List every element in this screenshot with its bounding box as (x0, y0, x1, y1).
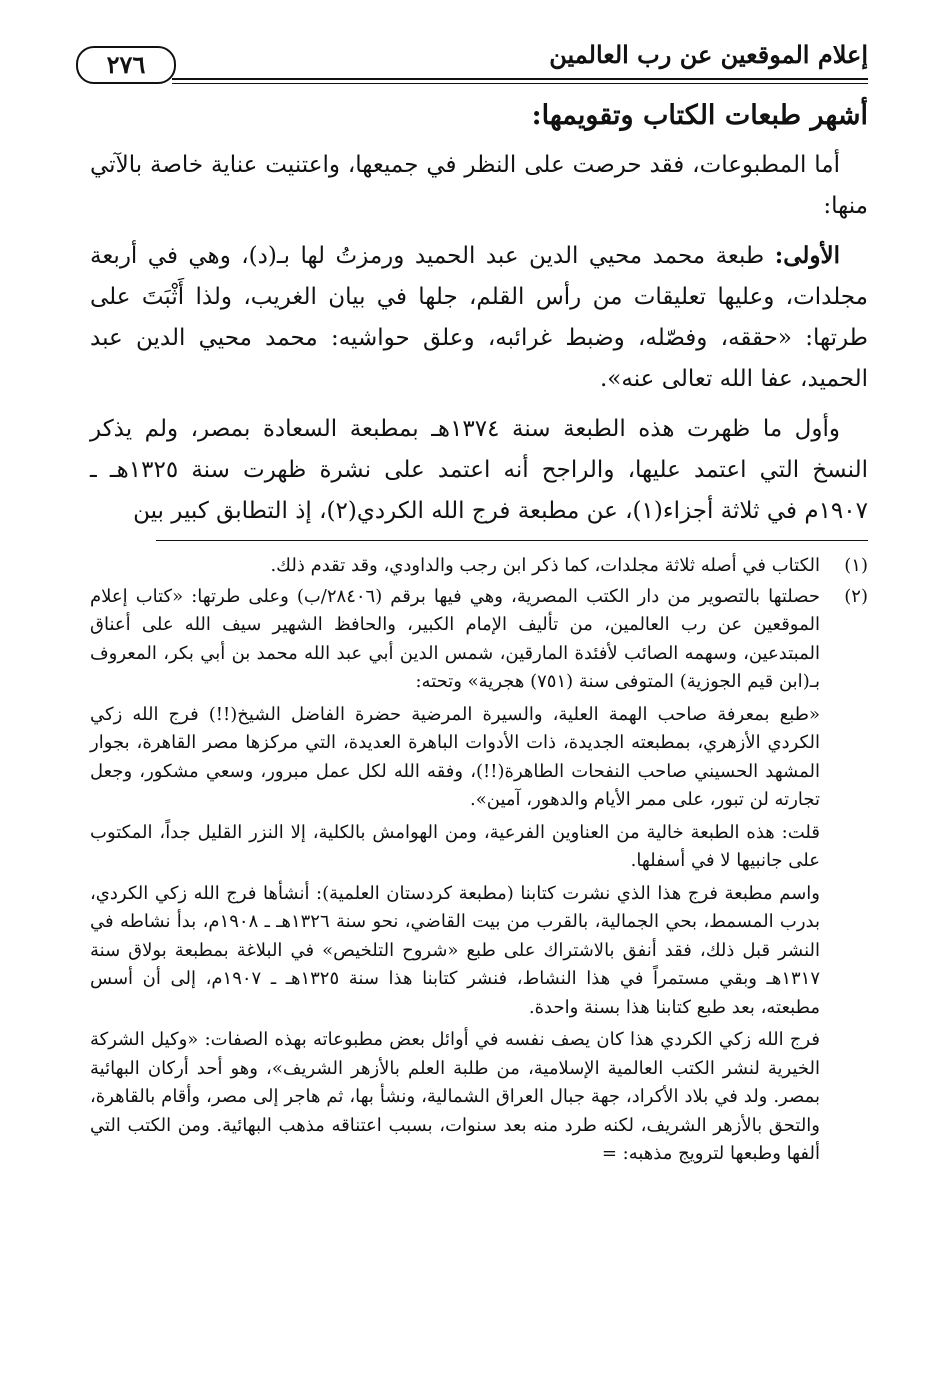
paragraph: الأولى: طبعة محمد محيي الدين عبد الحميد ورمزتُ لها بـ(د)، وهي في أربعة مجلدات، وعليها تعليقات من رأس القلم، جلها في بيان الغريب، ولذا أَثْبَتَ على طرتها: «حققه، وفصّله، وضبط غرائبه، وعلق حواشيه: محمد محيي الدين عبد الحميد، عفا الله تعالى عنه». (90, 242, 868, 392)
running-title: إعلام الموقعين عن رب العالمين (549, 40, 868, 69)
footnote-body (90, 583, 820, 1173)
footnote-number: (١) (844, 555, 868, 576)
footnote-paragraph: واسم مطبعة فرج هذا الذي نشرت كتابنا (مطبعة كردستان العلمية): أنشأها فرج الله زكي الكردي، بدرب المسمط، بحي الجمالية، بالقرب من بيت القاضي، نحو سنة ١٣٢٦هـ ـ ١٩٠٨م، بدأ نشاطه في النشر قبل ذلك، فقد أنفق بالاشتراك على طبع «شروح التلخيص» في البلاغة بمطبعة بولاق سنة ١٣١٧هـ وبقي مستمراً في هذا النشاط، فنشر كتابنا هذا سنة ١٣٢٥هـ ـ ١٩٠٧م، إلى أن أسس مطبعته، بعد طبع كتابنا هذا بسنة واحدة. (90, 882, 821, 1018)
footnote-text: الكتاب في أصله ثلاثة مجلدات، كما ذكر ابن رجب والداودي، وقد تقدم ذلك. (270, 555, 820, 576)
main-text (90, 96, 868, 540)
paragraph: وأول ما ظهرت هذه الطبعة سنة ١٣٧٤هـ بمطبعة السعادة بمصر، ولم يذكر النسخ التي اعتمد عليها، والراجح أنه اعتمد على نشرة ظهرت سنة ١٣٢٥هـ ـ ١٩٠٧م في ثلاثة أجزاء(١)، عن مطبعة فرج الله الكردي(٢)، إذ التطابق كبير بين (90, 416, 868, 524)
footnote (90, 552, 868, 581)
header-rule-thin (172, 83, 868, 84)
footnote-paragraph: فرج الله زكي الكردي هذا كان يصف نفسه في أوائل بعض مطبوعاته بهذه الصفات: «وكيل الشركة الخيرية لنشر الكتب العالمية الإسلامية، من طلبة العلم بالأزهر الشريف»، وهو أحد أركان البهائية بمصر. ولد في بلاد الأكراد، جهة جبال العراق الشمالية، ونشأ بها، ثم هاجر إلى مصر، وأقام بالقاهرة، والتحق بالأزهر الشريف، لكنه طرد منه بعد سنوات، بسبب اعتناقه مذهب البهائية. ومن الكتب التي ألفها وطبعها لترويج مذهبه: = (90, 1029, 820, 1164)
footnote-quote: «طبع بمعرفة صاحب الهمة العلية، والسيرة المرضية حضرة الفاضل الشيخ(!!) فرج الله زكي الكردي الأزهري، بمطبعته الجديدة، ذات الأدوات الباهرة العديدة، التي مركزها مصر القاهرة، بجوار المشهد الحسيني صاحب النفحات الطاهرة(!!)، وفقه الله لكل عمل مبرور، وسعي مشكور، وجعل تجارته لن تبور، على ممر الأيام والدهور، آمين». (90, 703, 820, 810)
footnote-text: حصلتها بالتصوير من دار الكتب المصرية، وهي فيها برقم (٢٨٤٠٦/ب) وعلى طرتها: «كتاب إعلام الموقعين عن رب العالمين، من تأليف الإمام الكبير، والحافظ الشهير سيف الله على أعناق المبتدعين، وسهمه الصائب لأفئدة المارقين، شمس الدين أبي عبد الله محمد بن أبي بكر، المعروف بـ(ابن قيم الجوزية) المتوفى سنة (٧٥١) هجرية» وتحته: (90, 585, 821, 692)
paragraph-lead: الأولى: (774, 242, 840, 269)
section-title: أشهر طبعات الكتاب وتقويمها: (531, 100, 868, 131)
page-header (68, 40, 868, 88)
page-number-badge: ٢٧٦ (76, 46, 176, 84)
footnotes (90, 552, 868, 1175)
footnote-number: (٢) (844, 585, 868, 607)
footnote-paragraph: قلت: هذه الطبعة خالية من العناوين الفرعية، ومن الهوامش بالكلية، إلا النزر القليل جداً، المكتوب على جانبيها لا في أسفلها. (90, 821, 820, 871)
paragraph: أما المطبوعات، فقد حرصت على النظر في جميعها، واعتنيت عناية خاصة بالآتي منها: (90, 152, 868, 219)
header-rule (172, 78, 868, 80)
footnote (90, 583, 868, 1173)
footnote-separator (156, 540, 868, 541)
